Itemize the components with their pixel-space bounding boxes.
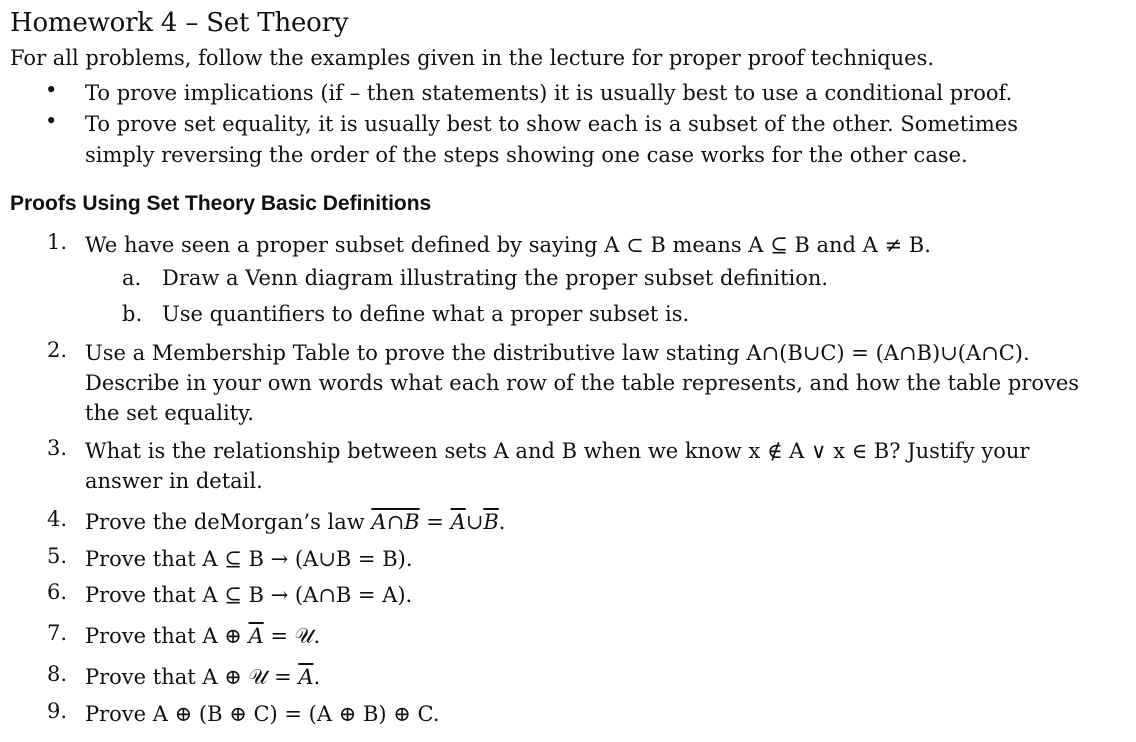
problem-number: 7.	[47, 621, 68, 645]
problem-7-lead: Prove that A ⊕	[85, 624, 249, 648]
problem-number: 9.	[47, 699, 68, 723]
problem-3-text: What is the relationship between sets A and B when we know x ∉ A ∨ x ∈ B? Justify your answer in detail.	[85, 439, 1030, 493]
problem-8-lead: Prove that A ⊕ 𝒰 =	[85, 665, 299, 689]
problem-6-text: Prove that A ⊆ B → (A∩B = A).	[85, 583, 413, 607]
problem-1a-text: Draw a Venn diagram illustrating the proper subset definition.	[162, 266, 829, 290]
problem-8-text	[85, 662, 1085, 692]
problem-number: 2.	[47, 338, 68, 362]
demorgan-rhs-b: $\overline{B}$	[483, 510, 499, 534]
complement-a: $\overline{A}$	[298, 665, 314, 689]
problem-9-text: Prove A ⊕ (B ⊕ C) = (A ⊕ B) ⊕ C.	[85, 702, 440, 726]
page-title: Homework 4 – Set Theory	[10, 8, 349, 38]
bullet-text-2: To prove set equality, it is usually best to show each is a subset of the other. Sometimes simply reversing the order of the steps showing one case works for the other case.	[85, 112, 1019, 167]
problem-1-text: We have seen a proper subset defined by saying A ⊂ B means A ⊆ B and A ≠ B.	[85, 233, 931, 257]
problem-number: 8.	[47, 662, 68, 686]
bullet-marker: •	[45, 78, 58, 102]
problem-number: 1.	[47, 230, 68, 254]
sub-label: a.	[122, 266, 142, 290]
problem-7-tail: = 𝒰.	[263, 624, 321, 648]
demorgan-lhs: A∩B	[371, 510, 420, 534]
bullet-marker: •	[45, 109, 58, 133]
problem-2-text: Use a Membership Table to prove the distributive law stating A∩(B∪C) = (A∩B)∪(A∩C). Describe in your own words what each row of the table represents, and how the table proves the set equality.	[85, 341, 1080, 425]
period: .	[498, 510, 506, 534]
complement-a: $\overline{A}$	[248, 624, 264, 648]
problem-number: 5.	[47, 544, 68, 568]
equals-sign: =	[419, 510, 451, 534]
intro-text: For all problems, follow the examples given in the lecture for proper proof techniques.	[10, 46, 935, 70]
sub-label: b.	[122, 302, 143, 326]
union-symbol: ∪	[465, 510, 484, 534]
problem-8-tail: .	[313, 665, 321, 689]
problem-number: 4.	[47, 507, 68, 531]
bullet-text-1: To prove implications (if – then statements) it is usually best to use a conditional proof.	[85, 81, 1013, 105]
problem-number: 6.	[47, 580, 68, 604]
problem-1b-text: Use quantifiers to define what a proper subset is.	[162, 302, 690, 326]
problem-number: 3.	[47, 436, 68, 460]
problem-5-text: Prove that A ⊆ B → (A∪B = B).	[85, 547, 413, 571]
demorgan-rhs-a: $\overline{A}$	[450, 510, 466, 534]
problem-4-text	[85, 507, 1085, 537]
problem-7-text	[85, 621, 1085, 651]
problem-4-lead: Prove the deMorgan’s law	[85, 510, 372, 534]
section-heading: Proofs Using Set Theory Basic Definitions	[10, 192, 432, 215]
